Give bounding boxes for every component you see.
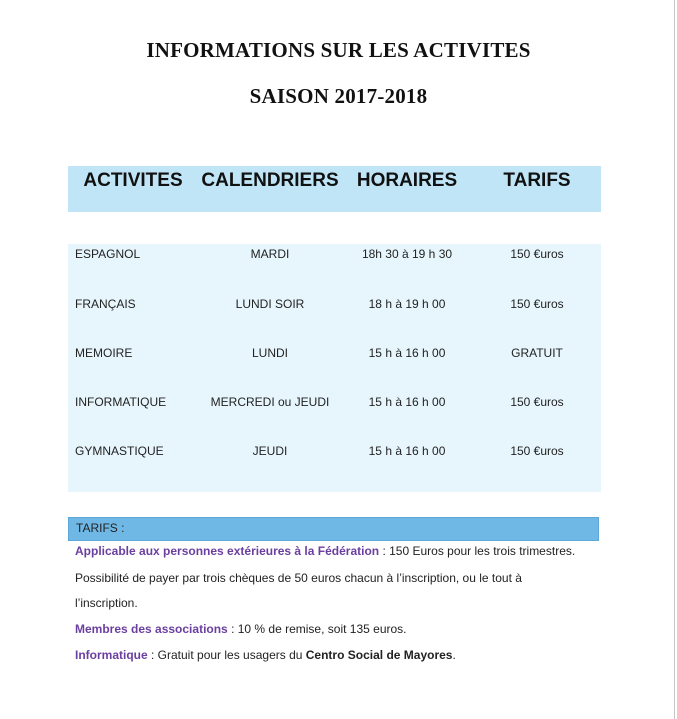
cell-calendar: JEUDI [252,444,288,458]
cell-price: 150 €uros [510,395,564,409]
tarifs-label: TARIFS : [76,521,125,535]
centro-social-name: Centro Social de Mayores [305,648,453,662]
payment-line-2: l’inscription. [75,596,138,610]
cell-activity: ESPAGNOL [75,247,141,261]
page-title: INFORMATIONS SUR LES ACTIVITES [146,38,531,62]
tarif-informatique-line [75,648,456,662]
informatique-label: Informatique [75,648,148,662]
header-tarifs: TARIFS [503,170,571,191]
informatique-end: . [452,648,456,662]
header-calendriers: CALENDRIERS [201,170,339,191]
cell-hours: 15 h à 16 h 00 [368,444,446,458]
cell-activity: FRANÇAIS [75,297,136,311]
cell-activity: GYMNASTIQUE [75,444,164,458]
cell-calendar: MERCREDI ou JEUDI [210,395,330,409]
payment-line-1: Possibilité de payer par trois chèques de 50 euros chacun à l’inscription, ou le tout à [75,571,522,585]
tarif-members-line [75,622,407,636]
cell-hours: 15 h à 16 h 00 [368,395,446,409]
season-subtitle: SAISON 2017-2018 [249,84,428,108]
members-text: : 10 % de remise, soit 135 euros. [227,622,407,636]
cell-calendar: LUNDI SOIR [235,297,305,311]
tarifs-section-header [68,517,599,541]
cell-price: 150 €uros [510,297,564,311]
cell-hours: 18 h à 19 h 00 [368,297,446,311]
cell-price: 150 €uros [510,247,564,261]
tarif-external-line [75,544,575,558]
cell-price: GRATUIT [511,346,563,360]
members-label: Membres des associations [75,622,228,636]
header-horaires: HORAIRES [356,170,458,191]
cell-activity: MEMOIRE [75,346,133,360]
cell-activity: INFORMATIQUE [75,395,167,409]
cell-price: 150 €uros [510,444,564,458]
cell-calendar: MARDI [250,247,290,261]
header-activites: ACTIVITES [83,170,183,191]
cell-calendar: LUNDI [251,346,289,360]
cell-hours: 18h 30 à 19 h 30 [361,247,453,261]
external-text: : 150 Euros pour les trois trimestres. [379,544,576,558]
informatique-text: : Gratuit pour les usagers du [147,648,306,662]
external-label: Applicable aux personnes extérieures à la Fédération [75,544,380,558]
cell-hours: 15 h à 16 h 00 [368,346,446,360]
